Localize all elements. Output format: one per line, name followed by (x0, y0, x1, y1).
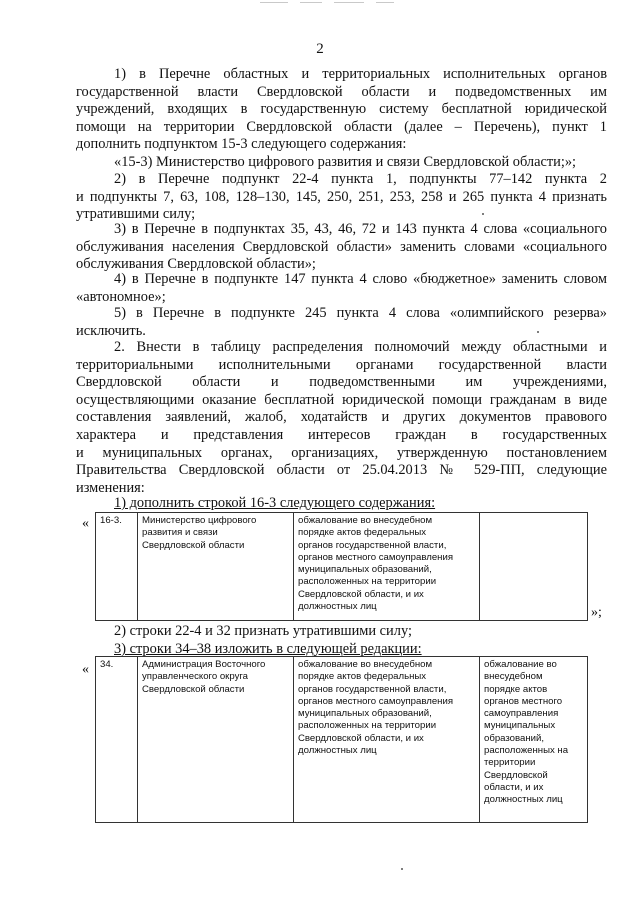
cell-line: Свердловской области (142, 539, 245, 551)
paragraph-2 (76, 154, 607, 172)
text-line: учреждений, входящих в государственную систему бесплатной юридической (76, 101, 607, 118)
paragraph-4 (76, 221, 607, 274)
cell-line: расположенных на (484, 745, 569, 757)
cell-line: органов местного (484, 695, 563, 707)
subpoint-3: 3) строки 34–38 изложить в следующей редакции: (114, 641, 422, 657)
table2-open-quote: « (82, 662, 89, 677)
cell-line: внесудебном (484, 671, 543, 683)
cell-line: должностных лиц (484, 794, 563, 806)
paragraph-5 (76, 271, 607, 306)
text-line: изменения: (76, 479, 145, 496)
cell-line: органов государственной власти, (298, 683, 447, 695)
text-line: 2) в Перечне подпункт 22-4 пункта 1, подпункты 77–142 пункта 2 (114, 171, 607, 187)
cell-organization (138, 513, 294, 621)
text-line: обслуживания Свердловской области»; (76, 256, 316, 273)
scan-speck (537, 331, 539, 333)
cell-service (294, 513, 480, 621)
cell-line: территории (484, 757, 536, 769)
scan-speck (482, 213, 484, 215)
text-line: и муниципальных органах, организациях, утвержденную постановлением (76, 444, 607, 461)
cell-line: обжалование во внесудебном (298, 515, 433, 526)
text-line: государственной власти Свердловской области и подведомственных им (76, 83, 607, 100)
cell-line: муниципальных образований, (298, 564, 432, 576)
cell-line: должностных лиц (298, 745, 377, 757)
cell-line: органов государственной власти, (298, 539, 447, 551)
scan-speck (401, 868, 403, 870)
cell-organization (138, 657, 294, 823)
cell-line: Министерство цифрового (142, 515, 257, 526)
paragraph-7 (76, 339, 607, 497)
paragraph-3 (76, 171, 607, 224)
cell-line: обжалование во (484, 659, 557, 670)
cell-extra (480, 657, 588, 823)
cell-line: должностных лиц (298, 601, 377, 613)
cell-line: образований, (484, 732, 545, 744)
cell-number (96, 657, 138, 823)
text-line: и подпункты 7, 63, 108, 128–130, 145, 250, 251, 253, 258 и 265 пункта 4 признать (76, 188, 607, 205)
text-line: Правительства Свердловской области от 25.04.2013 № 529-ПП, следующие (76, 462, 607, 479)
cell-line: обжалование во внесудебном (298, 659, 433, 670)
cell-line: Свердловской области (142, 683, 245, 695)
scan-artifact (260, 2, 400, 7)
cell-line: муниципальных образований, (298, 708, 432, 720)
paragraph-1 (76, 66, 607, 154)
text-line: территориальными исполнительными органами государственной власти (76, 356, 607, 373)
text-line: 4) в Перечне в подпункте 147 пункта 4 слово «бюджетное» заменить словом (114, 271, 607, 287)
table-row-16-3 (95, 512, 588, 621)
text-line: обслуживания населения Свердловской области» заменить словами «социального (76, 238, 607, 255)
text-line: Свердловской области и подведомственными им учреждениями, (76, 374, 607, 391)
text-line: осуществляющими оказание бесплатной юридической помощи гражданам в виде (76, 391, 607, 408)
cell-number (96, 513, 138, 621)
cell-line: самоуправления (484, 708, 559, 720)
cell-line: Администрация Восточного (142, 659, 266, 670)
cell-line: Свердловской области, и их (298, 732, 424, 744)
subpoint-2: 2) строки 22-4 и 32 признать утратившими силу; (114, 623, 412, 639)
subpoint-1: 1) дополнить строкой 16-3 следующего содержания: (114, 495, 436, 511)
cell-line: расположенных на территории (298, 720, 437, 732)
text-line: исключить. (76, 322, 146, 339)
cell-line: Свердловской (484, 769, 548, 781)
row-number: 16-3. (100, 515, 122, 526)
cell-line: органов местного самоуправления (298, 695, 454, 707)
text-line: 3) в Перечне в подпунктах 35, 43, 46, 72 и 143 пункта 4 слова «социального (114, 221, 607, 237)
page-number: 2 (316, 41, 324, 57)
cell-service (294, 657, 480, 823)
text-line: 2. Внести в таблицу распределения полномочий между областными и (114, 339, 607, 355)
cell-line: порядке актов федеральных (298, 671, 427, 683)
cell-line: расположенных на территории (298, 576, 437, 588)
table1-open-quote: « (82, 516, 89, 531)
text-line: 1) в Перечне областных и территориальных исполнительных органов (114, 66, 607, 82)
text-line: помощи на территории Свердловской области (далее – Перечень), пункт 1 (76, 118, 607, 135)
cell-line: порядке актов (484, 683, 548, 695)
table-row-34 (95, 656, 588, 823)
row-number: 34. (100, 659, 114, 670)
text-line: характера и представления интересов граждан в государственных (76, 426, 607, 443)
cell-line: развития и связи (142, 527, 218, 539)
cell-line: муниципальных (484, 720, 556, 732)
cell-line: управленческого округа (142, 671, 249, 683)
cell-line: Свердловской области, и их (298, 588, 424, 600)
text-line: «автономное»; (76, 288, 166, 305)
text-line: 5) в Перечне в подпункте 245 пункта 4 слова «олимпийского резерва» (114, 305, 607, 321)
text-line: дополнить подпунктом 15-3 следующего содержания: (76, 136, 407, 153)
text-line: «15-3) Министерство цифрового развития и связи Свердловской области;»; (114, 154, 577, 170)
table1-close-quote: »; (591, 605, 602, 620)
cell-line: органов местного самоуправления (298, 551, 454, 563)
cell-line: области, и их (484, 781, 544, 793)
cell-line: порядке актов федеральных (298, 527, 427, 539)
text-line: утратившими силу; (76, 206, 196, 223)
cell-extra-empty (480, 513, 588, 621)
text-line: составления заявлений, жалоб, ходатайств и других документов правового (76, 409, 607, 426)
paragraph-6 (76, 305, 607, 340)
